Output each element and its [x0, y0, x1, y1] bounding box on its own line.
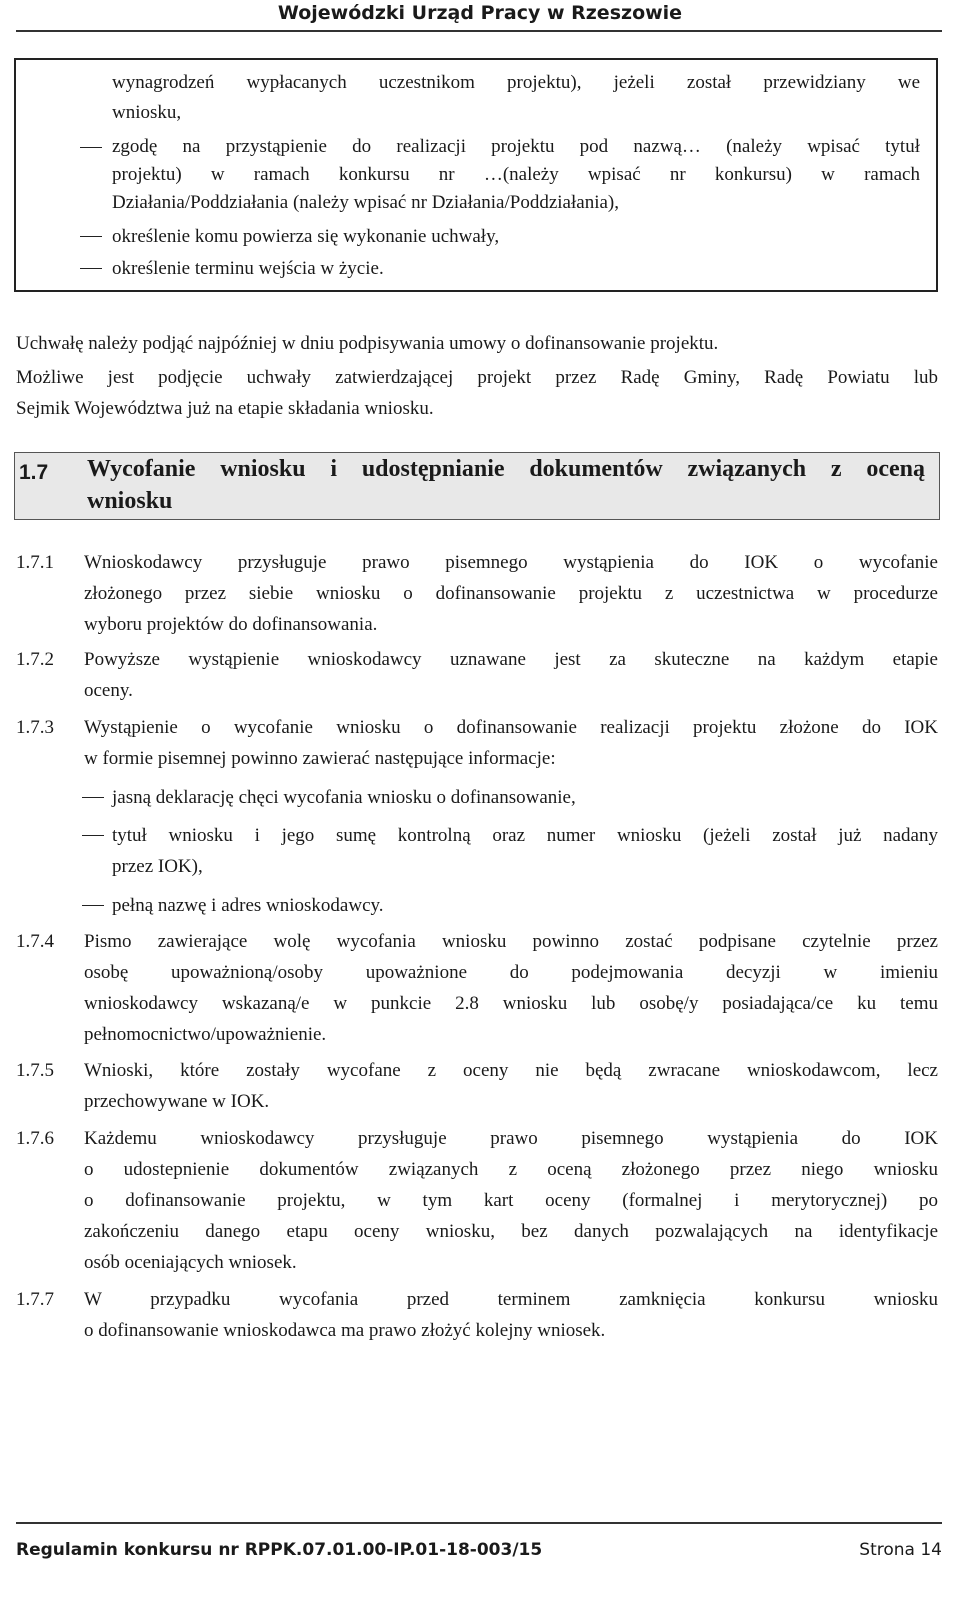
bullet-line: jasną deklarację chęci wycofania wniosku o dofinansowanie,	[112, 787, 576, 808]
item-line: Pismo zawierające wolę wycofania wniosku powinno zostać podpisane czytelnie przez	[84, 931, 938, 952]
footer-document-id: Regulamin konkursu nr RPPK.07.01.00-IP.01-18-003/15	[16, 1540, 543, 1560]
item-number: 1.7.2	[16, 649, 54, 670]
paragraph-line: Sejmik Województwa już na etapie składania wniosku.	[16, 398, 434, 419]
item-line: Powyższe wystąpienie wnioskodawcy uznawane jest za skuteczne na każdym etapie	[84, 649, 938, 670]
page-header: Wojewódzki Urząd Pracy w Rzeszowie	[277, 2, 683, 24]
box-line: Działania/Poddziałania (należy wpisać nr Działania/Poddziałania),	[112, 192, 619, 213]
item-body	[84, 712, 938, 774]
section-heading	[14, 452, 940, 520]
item-number: 1.7.5	[16, 1060, 54, 1081]
footer-page-number: Strona 14	[859, 1540, 942, 1560]
dash-bullet	[80, 236, 102, 237]
item-line: Wystąpienie o wycofanie wniosku o dofinansowanie realizacji projektu złożone do IOK	[84, 717, 938, 738]
paragraph	[16, 328, 938, 359]
item-line: zakończeniu danego etapu oceny wniosku, bez danych pozwalających na identyfikacje	[84, 1221, 938, 1242]
item-line: o udostepnienie dokumentów związanych z oceną złożonego przez niego wniosku	[84, 1159, 938, 1180]
box-line: zgodę na przystąpienie do realizacji projektu pod nazwą… (należy wpisać tytuł	[112, 136, 920, 157]
item-body	[84, 926, 938, 1050]
bullet-line: przez IOK),	[112, 856, 203, 877]
item-line: osobę upoważnioną/osoby upoważnione do podejmowania decyzji w imieniu	[84, 962, 938, 983]
item-line: osób oceniających wniosek.	[84, 1252, 297, 1273]
item-line: Wnioski, które zostały wycofane z oceny nie będą zwracane wnioskodawcom, lecz	[84, 1060, 938, 1081]
dash-bullet	[80, 147, 102, 148]
item-line: złożonego przez siebie wniosku o dofinansowanie projektu z uczestnictwa w procedurze	[84, 583, 938, 604]
dash-bullet	[82, 797, 104, 798]
item-line: Wnioskodawcy przysługuje prawo pisemnego wystąpienia do IOK o wycofanie	[84, 552, 938, 573]
item-line: w formie pisemnej powinno zawierać następujące informacje:	[84, 748, 556, 769]
item-body	[84, 1284, 938, 1346]
item-body	[84, 547, 938, 640]
paragraph-line: Możliwe jest podjęcie uchwały zatwierdzającej projekt przez Radę Gminy, Radę Powiatu lub	[16, 367, 938, 388]
bullet-line: pełną nazwę i adres wnioskodawcy.	[112, 895, 384, 916]
box-line: określenie terminu wejścia w życie.	[112, 258, 384, 279]
bullet-line: tytuł wniosku i jego sumę kontrolną oraz numer wniosku (jeżeli został już nadany	[112, 825, 938, 846]
box-line: wynagrodzeń wypłacanych uczestnikom projektu), jeżeli został przewidziany we	[112, 72, 920, 93]
item-line: oceny.	[84, 680, 133, 701]
section-title-line: wniosku	[87, 488, 173, 514]
item-body	[84, 1123, 938, 1278]
box-line: określenie komu powierza się wykonanie uchwały,	[112, 226, 500, 247]
item-number: 1.7.4	[16, 931, 54, 952]
item-number: 1.7.6	[16, 1128, 54, 1149]
section-title	[87, 453, 925, 517]
paragraph-line: Uchwałę należy podjąć najpóźniej w dniu podpisywania umowy o dofinansowanie projektu.	[16, 333, 719, 354]
item-number: 1.7.3	[16, 717, 54, 738]
header-rule	[16, 30, 942, 32]
dash-bullet	[80, 268, 102, 269]
item-number: 1.7.1	[16, 552, 54, 573]
dash-bullet	[82, 905, 104, 906]
item-line: pełnomocnictwo/upoważnienie.	[84, 1024, 327, 1045]
item-line: Każdemu wnioskodawcy przysługuje prawo pisemnego wystąpienia do IOK	[84, 1128, 938, 1149]
item-line: przechowywane w IOK.	[84, 1091, 270, 1112]
dash-bullet	[82, 835, 104, 836]
requirements-box	[14, 58, 938, 292]
item-line: o dofinansowanie wnioskodawca ma prawo złożyć kolejny wniosek.	[84, 1320, 606, 1341]
box-line: projektu) w ramach konkursu nr …(należy wpisać nr konkursu) w ramach	[112, 164, 920, 185]
item-body	[84, 1055, 938, 1117]
box-line: wniosku,	[112, 102, 182, 123]
item-line: wnioskodawcy wskazaną/e w punkcie 2.8 wniosku lub osobę/y posiadająca/ce ku temu	[84, 993, 938, 1014]
item-line: wyboru projektów do dofinansowania.	[84, 614, 378, 635]
section-number: 1.7	[19, 461, 49, 484]
section-title-line: Wycofanie wniosku i udostępnianie dokumentów związanych z oceną	[87, 456, 925, 482]
item-number: 1.7.7	[16, 1289, 54, 1310]
item-body	[84, 644, 938, 706]
footer-rule	[16, 1522, 942, 1524]
item-line: o dofinansowanie projektu, w tym kart oceny (formalnej i merytorycznej) po	[84, 1190, 938, 1211]
item-line: W przypadku wycofania przed terminem zamknięcia konkursu wniosku	[84, 1289, 938, 1310]
paragraph	[16, 362, 938, 424]
